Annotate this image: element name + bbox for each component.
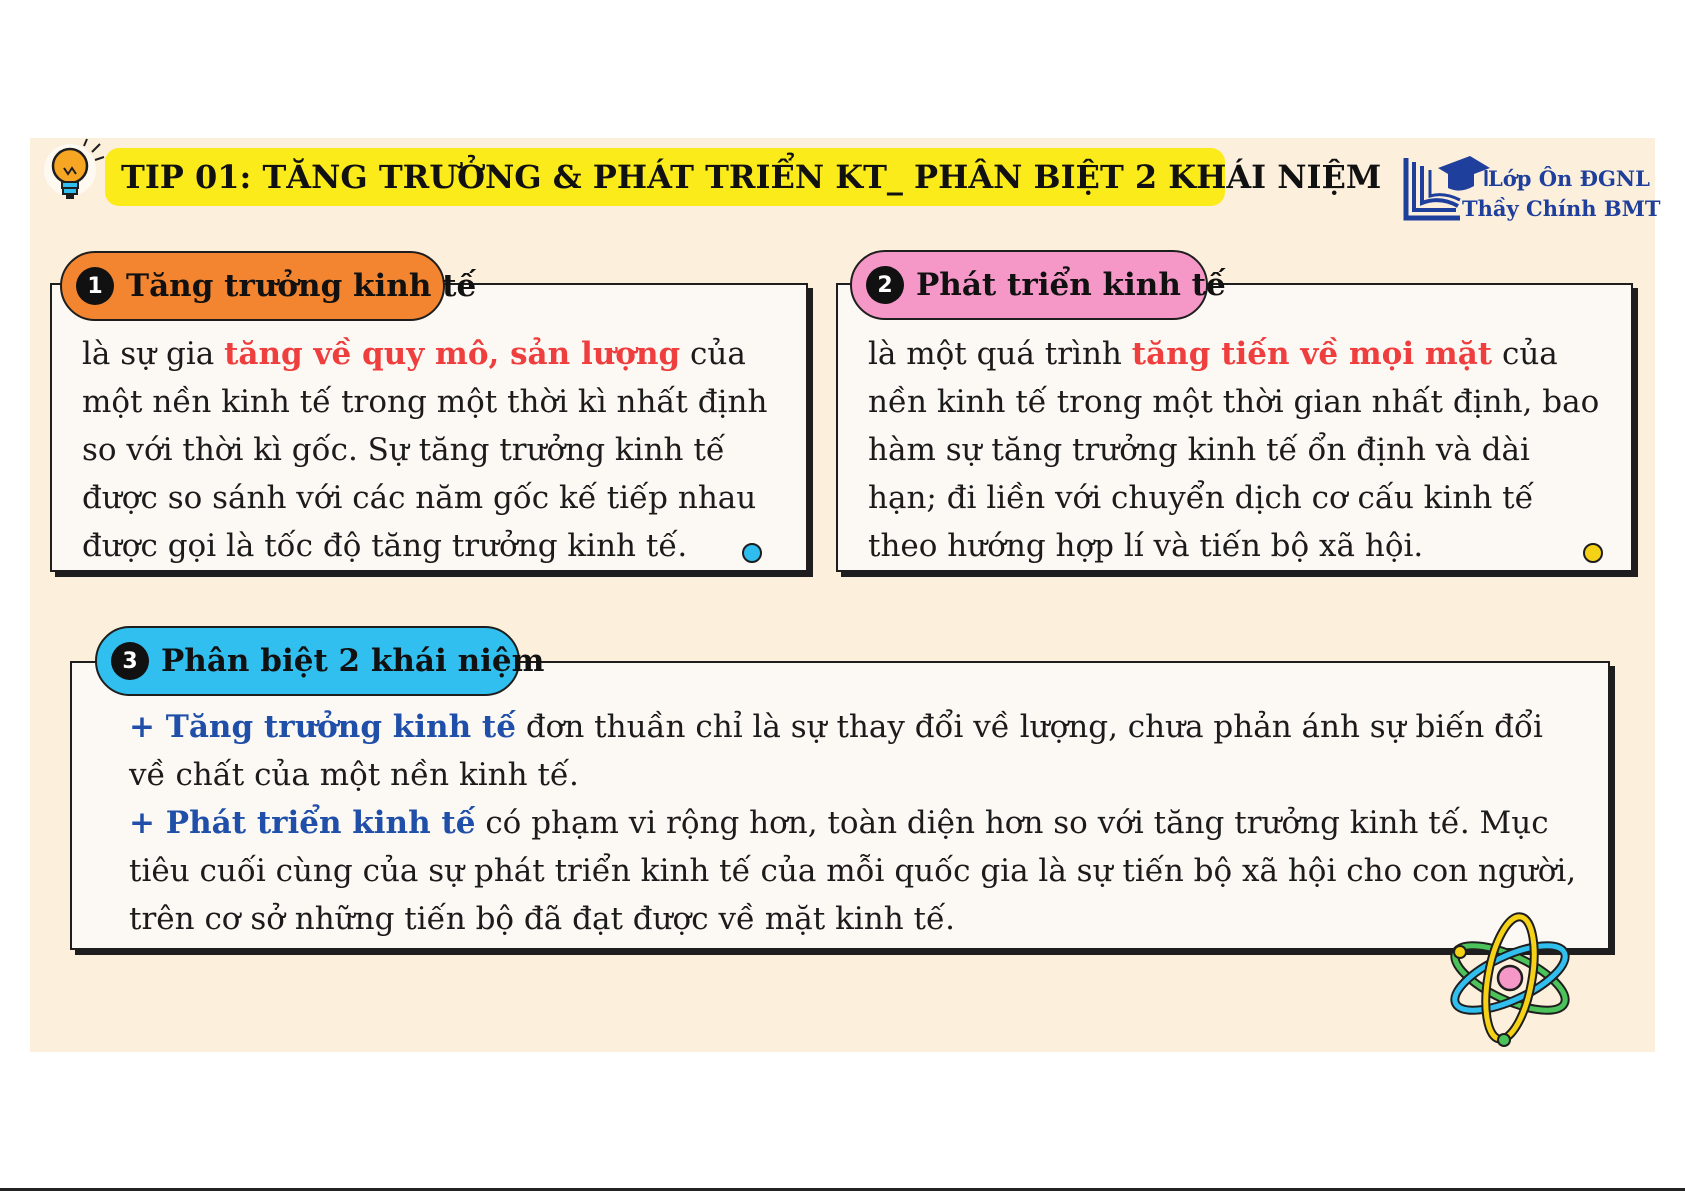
slide xyxy=(30,138,1661,1052)
point-1-text: đơn thuần chỉ là sự thay đổi về lượng, chưa phản ánh sự biến đổi về chất của một nền kinh tế. xyxy=(129,709,1543,793)
point-tang-truong xyxy=(129,703,1589,799)
title-banner xyxy=(105,148,1382,206)
logo-line-1: Lớp Ôn ĐGNL xyxy=(1488,166,1650,191)
tab-tang-truong xyxy=(60,251,477,321)
tab-2-label: Phát triển kinh tế xyxy=(916,267,1226,303)
logo xyxy=(1400,148,1660,228)
card-tang-truong xyxy=(50,283,808,572)
tab-1-label: Tăng trưởng kinh tế xyxy=(126,268,477,304)
tab-phat-trien xyxy=(850,250,1226,320)
number-badge-3: 3 xyxy=(111,642,149,680)
decorative-dot-yellow xyxy=(1583,543,1603,563)
number-badge-1: 1 xyxy=(76,267,114,305)
point-2-lead: + Phát triển kinh tế xyxy=(129,805,476,841)
tab-3-label: Phân biệt 2 khái niệm xyxy=(161,643,545,679)
page-title: TIP 01: TĂNG TRƯỞNG & PHÁT TRIỂN KT_ PHÂN BIỆT 2 KHÁI NIỆM xyxy=(121,158,1382,196)
number-badge-2: 2 xyxy=(866,266,904,304)
card-1-body xyxy=(82,330,802,570)
card-1-text-after: của một nền kinh tế trong một thời kì nhất định so với thời kì gốc. Sự tăng trưởng kinh tế được so sánh với các năm gốc kế tiếp nhau được gọi là tốc độ tăng trưởng kinh tế. xyxy=(82,336,768,564)
point-1-lead: + Tăng trưởng kinh tế xyxy=(129,709,516,745)
card-phan-biet xyxy=(70,661,1610,950)
card-1-text-before: là sự gia xyxy=(82,336,225,372)
atom-icon xyxy=(1440,908,1580,1048)
decorative-dot-blue xyxy=(742,543,762,563)
card-2-highlight: tăng tiến về mọi mặt xyxy=(1131,336,1493,372)
logo-line-2: Thầy Chính BMT xyxy=(1462,196,1661,221)
point-phat-trien xyxy=(129,799,1589,943)
card-3-body xyxy=(129,703,1589,943)
card-2-text-before: là một quá trình xyxy=(868,336,1132,372)
card-2-body xyxy=(868,330,1608,570)
card-phat-trien xyxy=(836,283,1633,572)
card-2-text-after: của nền kinh tế trong một thời gian nhất định, bao hàm sự tăng trưởng kinh tế ổn định và dài hạn; đi liền với chuyển dịch cơ cấu kinh tế theo hướng hợp lí và tiến bộ xã hội. xyxy=(868,336,1600,564)
card-1-highlight: tăng về quy mô, sản lượng xyxy=(224,336,681,372)
point-2-text: có phạm vi rộng hơn, toàn diện hơn so với tăng trưởng kinh tế. Mục tiêu cuối cùng của sự phát triển kinh tế của mỗi quốc gia là sự tiến bộ xã hội cho con người, trên cơ sở những tiến bộ đã đạt được về mặt kinh tế. xyxy=(129,805,1577,937)
tab-phan-biet xyxy=(95,626,545,696)
